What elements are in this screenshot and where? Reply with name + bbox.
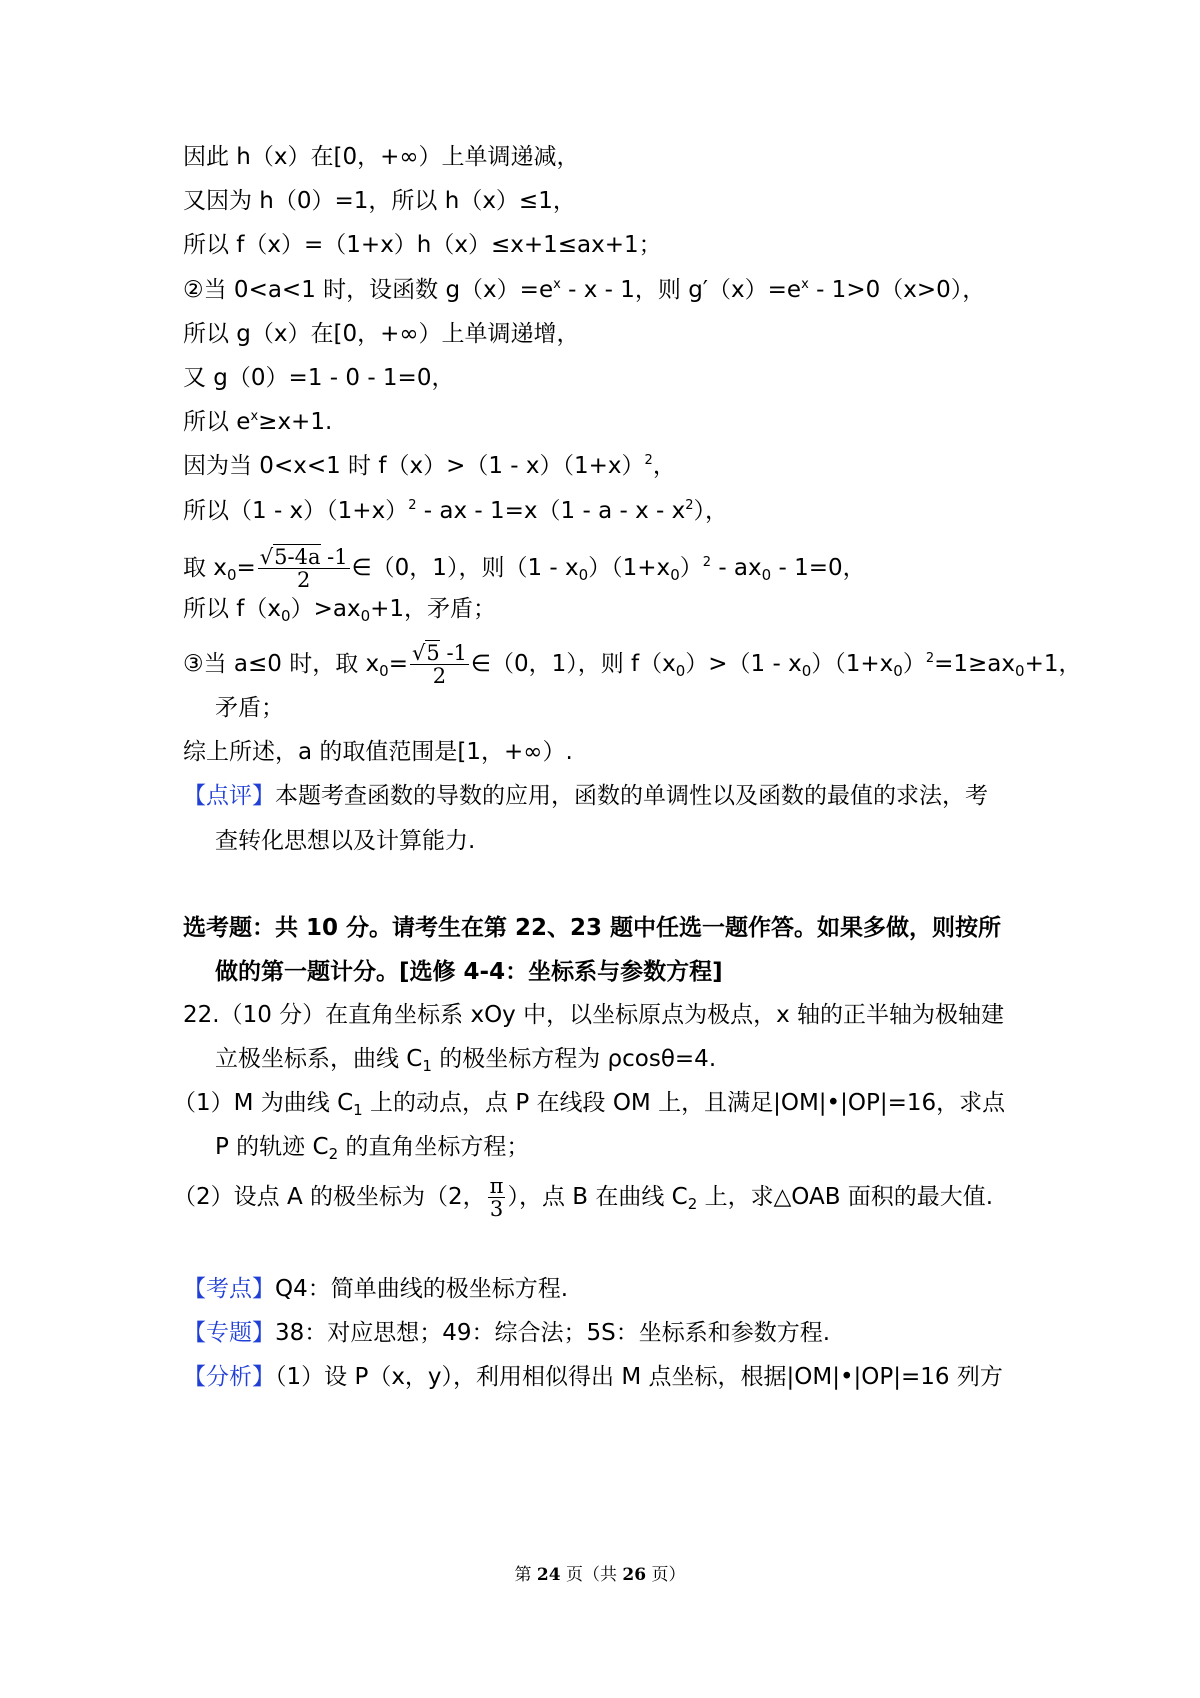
footer-text: 第 xyxy=(514,1565,537,1585)
line-text: ③当 a≤0 时，取 x xyxy=(183,651,380,677)
superscript: 2 xyxy=(925,651,935,666)
line-text: 的极坐标方程为 ρcosθ=4. xyxy=(431,1046,717,1072)
line-text: 所以 f（x）=（1+x）h（x）≤x+1≤ax+1； xyxy=(183,232,662,258)
subscript: 2 xyxy=(687,1195,698,1213)
text-line xyxy=(215,1044,716,1074)
text-line xyxy=(215,826,475,856)
line-text: ）（1+x xyxy=(588,555,671,581)
line-text: ②当 0<a<1 时，设函数 g（x）=e xyxy=(183,277,554,303)
analysis-tag: 【分析】 xyxy=(183,1364,275,1390)
text-line xyxy=(183,186,576,216)
line-text: ∈（0，1），则 f（x xyxy=(470,651,676,677)
line-text: - ax xyxy=(711,555,762,581)
page-number: 24 xyxy=(536,1565,561,1585)
fraction xyxy=(410,642,469,687)
topic-tag: 【专题】 xyxy=(183,1320,275,1346)
line-text: +1，矛盾； xyxy=(370,596,497,622)
subscript: 0 xyxy=(379,662,389,680)
line-text: =1≥ax xyxy=(934,651,1016,677)
subscript: 0 xyxy=(675,662,686,680)
section-heading xyxy=(183,913,1001,943)
superscript: 2 xyxy=(685,498,694,513)
line-text: P 的轨迹 C xyxy=(215,1134,329,1160)
fraction xyxy=(488,1175,506,1220)
line-text: - 1>0（x>0）， xyxy=(808,277,986,303)
text-line xyxy=(173,1172,993,1222)
radicand: 5 xyxy=(426,641,440,665)
subscript: 0 xyxy=(761,566,772,584)
text-line xyxy=(183,496,728,526)
text-line xyxy=(183,1362,1003,1392)
line-text: （2）设点 A 的极坐标为（2， xyxy=(173,1184,486,1210)
line-text: ）>ax xyxy=(290,596,361,622)
line-text: 因为当 0<x<1 时 f（x）>（1 - x）（1+x） xyxy=(183,453,645,479)
text-line xyxy=(183,1274,568,1304)
text-line xyxy=(183,407,332,437)
line-text: ） xyxy=(902,651,926,677)
superscript: x xyxy=(250,409,259,424)
line-text: 取 x xyxy=(183,555,227,581)
text-line xyxy=(183,781,988,811)
footer-text: 页（共 xyxy=(560,1565,623,1585)
line-text: 上，求△OAB 面积的最大值. xyxy=(697,1184,994,1210)
line-text: 38：对应思想；49：综合法；5S：坐标系和参数方程. xyxy=(275,1320,831,1346)
line-text: 所以 g（x）在[0，+∞）上单调递增， xyxy=(183,321,580,347)
line-text: 选考题：共 10 分。请考生在第 22、23 题中任选一题作答。如果多做，则按所 xyxy=(183,915,1002,941)
line-text: 的直角坐标方程； xyxy=(338,1134,530,1160)
line-text: ） xyxy=(679,555,703,581)
text-line xyxy=(183,451,676,481)
line-text: ∈（0，1），则（1 - x xyxy=(351,555,579,581)
subscript: 0 xyxy=(226,566,237,584)
subscript: 0 xyxy=(1015,662,1025,680)
line-text: 上的动点，点 P 在线段 OM 上，且满足|OM|•|OP|=16，求点 xyxy=(362,1090,1006,1116)
line-text: +1， xyxy=(1024,651,1082,677)
radicand: 5-4a xyxy=(274,545,321,569)
line-text: 所以 f（x xyxy=(183,596,282,622)
text-line xyxy=(183,737,573,767)
numerator-tail: -1 xyxy=(439,641,467,665)
superscript: x xyxy=(553,277,561,292)
line-text: ）>（1 - x xyxy=(685,651,802,677)
line-text: - ax - 1=x（1 - a - x - x xyxy=(416,498,686,524)
text-line xyxy=(183,230,662,260)
superscript: 2 xyxy=(644,453,653,468)
line-text: ， xyxy=(652,453,676,479)
text-line xyxy=(183,275,985,305)
line-text: = xyxy=(388,651,408,677)
fraction xyxy=(258,546,350,591)
numerator-tail: -1 xyxy=(320,545,348,569)
text-line xyxy=(183,319,580,349)
fraction-numerator: √5 -1 xyxy=(412,641,467,665)
knowledge-point-tag: 【考点】 xyxy=(183,1276,275,1302)
text-line xyxy=(183,363,454,393)
subscript: 1 xyxy=(422,1057,432,1075)
line-text: ），点 B 在曲线 C xyxy=(507,1184,688,1210)
footer-text: 页） xyxy=(646,1565,686,1585)
fraction-denominator: 2 xyxy=(432,664,447,688)
fraction-numerator: π xyxy=(489,1174,504,1198)
text-line xyxy=(215,693,284,723)
subscript: 0 xyxy=(281,607,291,625)
line-text: 综上所述，a 的取值范围是[1，+∞）. xyxy=(183,739,573,765)
superscript: 2 xyxy=(408,498,417,513)
superscript: x xyxy=(801,277,809,292)
review-tag: 【点评】 xyxy=(183,783,275,809)
line-text: ）， xyxy=(693,498,729,524)
text-line xyxy=(183,545,866,591)
text-line xyxy=(183,640,1081,688)
subscript: 1 xyxy=(353,1101,363,1119)
line-text: 本题考查函数的导数的应用，函数的单调性以及函数的最值的求法，考 xyxy=(275,783,988,809)
line-text: = xyxy=(236,555,256,581)
subscript: 0 xyxy=(893,662,903,680)
subscript: 0 xyxy=(801,662,812,680)
line-text: ）（1+x xyxy=(811,651,894,677)
line-text: 所以 e xyxy=(183,409,251,435)
text-line xyxy=(215,1132,529,1162)
line-text: （1）M 为曲线 C xyxy=(173,1090,354,1116)
line-text: 立极坐标系，曲线 C xyxy=(215,1046,423,1072)
total-pages: 26 xyxy=(622,1565,647,1585)
text-line xyxy=(183,142,580,172)
line-text: 矛盾； xyxy=(215,695,284,721)
subscript: 2 xyxy=(328,1145,339,1163)
subscript: 0 xyxy=(578,566,589,584)
line-text: - x - 1，则 g′（x）=e xyxy=(560,277,802,303)
question-line xyxy=(183,1000,1004,1030)
text-line xyxy=(173,1088,1005,1118)
line-text: 又 g（0）=1 - 0 - 1=0， xyxy=(183,365,455,391)
text-line xyxy=(183,1318,830,1348)
fraction-denominator: 2 xyxy=(297,568,311,592)
fraction-denominator: 3 xyxy=(489,1197,504,1221)
section-heading xyxy=(215,957,723,987)
text-line xyxy=(183,594,496,624)
line-text: Q4：简单曲线的极坐标方程. xyxy=(275,1276,569,1302)
line-text: ≥x+1. xyxy=(258,409,333,435)
line-text: 查转化思想以及计算能力. xyxy=(215,828,476,854)
superscript: 2 xyxy=(702,555,712,570)
subscript: 0 xyxy=(360,607,371,625)
subscript: 0 xyxy=(670,566,680,584)
page-footer xyxy=(0,1560,1200,1585)
line-text: 所以（1 - x）（1+x） xyxy=(183,498,409,524)
line-text: - 1=0， xyxy=(771,555,866,581)
line-text: 做的第一题计分。[选修 4-4：坐标系与参数方程] xyxy=(215,959,723,985)
line-text: 又因为 h（0）=1，所以 h（x）≤1， xyxy=(183,188,576,214)
line-text: 因此 h（x）在[0，+∞）上单调递减， xyxy=(183,144,580,170)
line-text: （1）设 P（x，y），利用相似得出 M 点坐标，根据|OM|•|OP|=16 列方 xyxy=(275,1364,1003,1390)
line-text: 22.（10 分）在直角坐标系 xOy 中，以坐标原点为极点，x 轴的正半轴为极轴建 xyxy=(183,1002,1005,1028)
fraction-numerator: √5-4a -1 xyxy=(259,545,348,569)
